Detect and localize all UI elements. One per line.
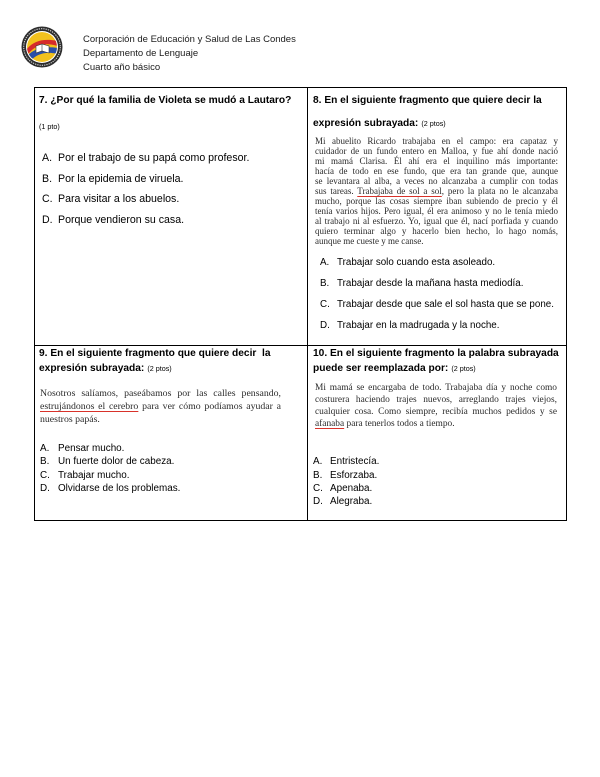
passage-line (40, 400, 281, 413)
passage-line: aunque me cueste y me canse. (315, 236, 424, 246)
q7-title: 7. ¿Por qué la familia de Violeta se mudó a Lautaro? (39, 95, 292, 106)
q10-points: (2 ptos) (451, 364, 476, 373)
passage-line: cuidador de un fundo entero en Malloa, y fue ahí donde nació (315, 146, 558, 156)
option-text: Entristecía. (330, 456, 380, 467)
q9-passage (40, 387, 281, 426)
passage-line: tenía varios hijos. Pero igual, él era animoso y no le tenía miedo (315, 206, 558, 216)
q8-option-c (320, 298, 554, 312)
option-letter: C. (42, 193, 53, 205)
q7-points: (1 pto) (39, 122, 60, 131)
q9-option-d (40, 482, 180, 495)
q7-option-d (42, 213, 184, 227)
underlined-expression: estrujándonos el cerebro (40, 401, 139, 412)
grade-level: Cuarto año básico (83, 62, 161, 73)
q9-title-line2 (39, 362, 172, 376)
option-letter: A. (40, 443, 50, 454)
q10-title-line1: 10. En el siguiente fragmento la palabra subrayada (313, 348, 559, 359)
option-text: Un fuerte dolor de cabeza. (58, 456, 175, 467)
option-letter: A. (42, 152, 53, 164)
q8-passage (315, 136, 558, 246)
option-text: Por el trabajo de su papá como profesor. (58, 152, 250, 164)
q7-option-c (42, 192, 179, 206)
q9-option-b (40, 455, 174, 468)
q7-option-b (42, 172, 183, 186)
underlined-word: afanaba (315, 419, 345, 429)
option-text: Trabajar desde la mañana hasta mediodía. (337, 278, 524, 289)
passage-line: quiero terminar algo y hacerlo bien hecho, lo hago nomás, (315, 226, 558, 236)
passage-line: mucho, porque las cosas siempre iban subiendo de precio y él (315, 196, 558, 206)
q9-points: (2 ptos) (147, 364, 172, 373)
option-letter: D. (42, 214, 53, 226)
passage-line: mi mamá Clarisa. Él ahí era el inquilino más importante: (315, 156, 558, 166)
q10-option-c (313, 482, 372, 495)
q8-points: (2 ptos) (421, 119, 446, 128)
institution-name: Corporación de Educación y Salud de Las Condes (83, 34, 296, 45)
q9-title-label: expresión subrayada: (39, 363, 145, 374)
option-text: Pensar mucho. (58, 443, 125, 454)
q10-option-b (313, 469, 377, 482)
option-letter: B. (40, 456, 50, 467)
option-text: Trabajar desde que sale el sol hasta que se pone. (337, 299, 554, 310)
option-letter: B. (320, 278, 330, 289)
option-letter: C. (320, 299, 330, 310)
q8-title-line1: 8. En el siguiente fragmento que quiere decir la (313, 95, 542, 106)
underlined-expression: Trabajaba de sol a sol (357, 186, 442, 196)
passage-text: sus tareas. (315, 186, 358, 196)
table-row-divider (34, 345, 567, 346)
option-text: Alegraba. (330, 496, 373, 507)
passage-line: cualquier cosa. Como siempre, recibía muchos pedidos y se (315, 407, 557, 417)
q10-title-label: puede ser reemplazada por: (313, 363, 449, 374)
q8-option-b (320, 277, 523, 291)
option-text: Trabajar solo cuando esta asoleado. (337, 257, 496, 268)
option-letter: B. (42, 173, 53, 185)
option-letter: C. (313, 483, 323, 494)
q9-option-a (40, 442, 124, 455)
q10-option-d (313, 495, 372, 508)
option-text: Apenaba. (330, 483, 373, 494)
passage-line: costurera haciendo trajes nuevos, arreglando trajes viejos, (315, 395, 557, 405)
q10-passage (315, 382, 557, 430)
option-text: Olvidarse de los problemas. (58, 483, 181, 494)
passage-line: nuestros papás. (40, 414, 100, 425)
q9-option-c (40, 469, 130, 482)
passage-text: , pero la plata no le alcanzaba (441, 186, 559, 196)
option-letter: D. (320, 320, 330, 331)
option-letter: C. (40, 470, 50, 481)
passage-line (315, 418, 557, 430)
option-text: Por la epidemia de viruela. (58, 173, 184, 185)
option-letter: B. (313, 470, 323, 481)
q8-title-line2 (313, 117, 446, 131)
passage-line: Mi abuelito Ricardo trabajaba en el campo: era capataz y (315, 136, 558, 146)
passage-line: Nosotros salíamos, paseábamos por las calles pensando, (40, 388, 281, 399)
passage-line: se levantara al alba, a veces no alcanzaba a cumplir con todas (315, 176, 558, 186)
passage-line: Mi mamá se encargaba de todo. Trabajaba día y noche como (315, 383, 557, 393)
table-column-divider (307, 87, 308, 521)
q8-option-d (320, 319, 499, 333)
passage-line: al trabajo ni al esfuerzo. Yo, igual que él, nací porfiada y cuando (315, 216, 558, 226)
option-letter: D. (313, 496, 323, 507)
q7-option-a (42, 151, 249, 165)
option-text: Porque vendieron su casa. (58, 214, 185, 226)
option-text: Trabajar mucho. (58, 470, 130, 481)
passage-text: para tenerlos todos a tiempo. (344, 419, 455, 429)
q9-title-line1: 9. En el siguiente fragmento que quiere decir la (39, 348, 271, 359)
q10-title-line2 (313, 362, 476, 376)
option-letter: A. (320, 257, 330, 268)
option-text: Esforzaba. (330, 470, 378, 481)
passage-line: hacía de todo en ese fundo, que era tan grande que, aunque (315, 166, 558, 176)
q8-title-label: expresión subrayada: (313, 118, 419, 129)
school-logo-icon (21, 26, 63, 68)
option-letter: D. (40, 483, 50, 494)
department-name: Departamento de Lenguaje (83, 48, 199, 59)
option-text: Trabajar en la madrugada y la noche. (337, 320, 500, 331)
option-text: Para visitar a los abuelos. (58, 193, 180, 205)
passage-line (315, 186, 558, 196)
passage-text: para ver cómo podíamos ayudar a (138, 401, 281, 412)
option-letter: A. (313, 456, 323, 467)
q10-option-a (313, 455, 379, 468)
q8-option-a (320, 256, 495, 270)
